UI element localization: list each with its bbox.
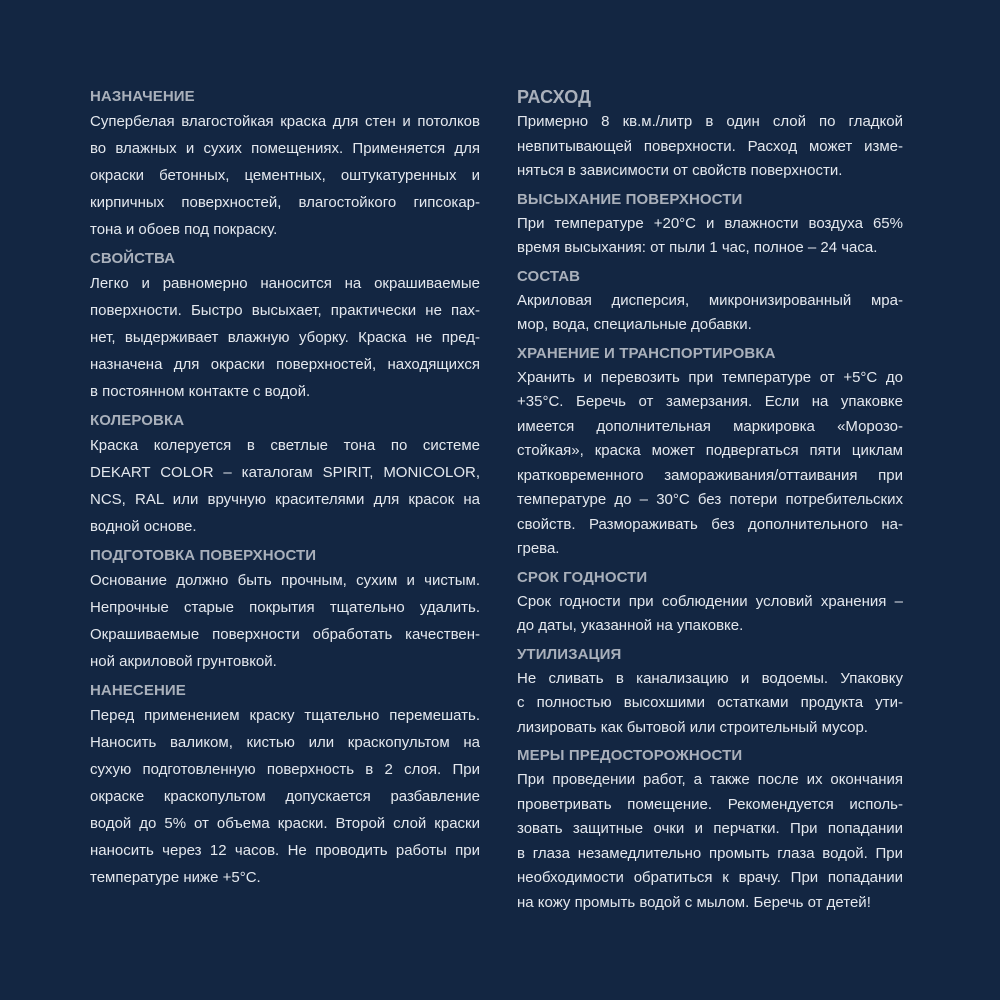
text-line: во влажных и сухих помещениях. Применяется для [90, 140, 480, 157]
text-line: с полностью высохшими остатками продукта ути- [517, 694, 903, 711]
text-line: стойкая», краска может подвергаться пяти циклам [517, 442, 903, 459]
text-line: время высыхания: от пыли 1 час, полное – 24 часа. [517, 239, 878, 256]
section-heading: СОСТАВ [517, 267, 581, 285]
text-line: ной акриловой грунтовкой. [90, 653, 277, 670]
text-line: кратковременного замораживания/оттаивания при [517, 466, 903, 484]
text-line: Краска колеруется в светлые тона по системе [90, 437, 480, 454]
section-text [517, 667, 903, 741]
section-heading: УТИЛИЗАЦИЯ [517, 645, 622, 663]
section-shelf-life [517, 566, 903, 639]
text-line: При проведении работ, а также после их окончания [517, 771, 903, 788]
text-line: Основание должно быть прочным, сухим и чистым. [90, 572, 480, 589]
text-line: При температуре +20°С и влажности воздуха 65% [517, 214, 903, 232]
text-line: +35°С. Беречь от замерзания. Если на упаковке [517, 393, 903, 410]
section-text [90, 270, 480, 405]
section-text [517, 110, 903, 184]
section-heading: ПОДГОТОВКА ПОВЕРХНОСТИ [90, 547, 317, 564]
text-line: DEKART COLOR – каталогам SPIRIT, MONICOLOR, [90, 464, 480, 481]
text-line: Непрочные старые покрытия тщательно удалить. [90, 599, 480, 616]
text-line: в глаза незамедлительно промыть глаза водой. При [517, 844, 903, 862]
text-line: Акриловая дисперсия, микронизированный мра- [517, 291, 903, 309]
text-line: назначена для окраски поверхностей, находящихся [90, 356, 480, 373]
text-line: Легко и равномерно наносится на окрашиваемые [90, 275, 480, 292]
section-heading: ВЫСЫХАНИЕ ПОВЕРХНОСТИ [517, 190, 743, 208]
text-line: окраски бетонных, цементных, оштукатуренных и [90, 167, 480, 184]
text-line: мор, вода, специальные добавки. [517, 316, 752, 333]
section-tinting [90, 410, 480, 540]
section-storage [517, 342, 903, 562]
section-text [517, 590, 903, 639]
section-text [517, 366, 903, 562]
section-heading: ХРАНЕНИЕ И ТРАНСПОРТИРОВКА [517, 344, 776, 362]
text-line: NCS, RAL или вручную красителями для красок на [90, 491, 480, 508]
section-precautions [517, 744, 903, 915]
section-text [517, 212, 903, 261]
section-composition [517, 265, 903, 338]
text-line: окраске краскопультом допускается разбавление [90, 788, 480, 805]
section-heading: СВОЙСТВА [90, 250, 176, 267]
section-text [90, 702, 480, 891]
text-line: имеется дополнительная маркировка «Морозо- [517, 417, 903, 435]
text-line: Не сливать в канализацию и водоемы. Упаковку [517, 669, 903, 687]
section-heading: СРОК ГОДНОСТИ [517, 568, 648, 586]
text-line: водой до 5% от объема краски. Второй слой краски [90, 815, 480, 832]
text-line: кирпичных поверхностей, влагостойкого гипсокар- [90, 194, 480, 211]
section-purpose [90, 86, 480, 243]
text-line: няться в зависимости от свойств поверхности. [517, 162, 843, 179]
text-line: в постоянном контакте с водой. [90, 383, 311, 400]
section-heading: МЕРЫ ПРЕДОСТОРОЖНОСТИ [517, 747, 743, 764]
text-line: Перед применением краску тщательно перемешать. [90, 707, 480, 724]
section-text [90, 567, 480, 675]
text-line: Супербелая влагостойкая краска для стен и потолков [90, 113, 480, 130]
section-text [90, 432, 480, 540]
section-heading: НАЗНАЧЕНИЕ [90, 88, 195, 105]
text-line: Срок годности при соблюдении условий хранения – [517, 592, 903, 610]
text-line: Хранить и перевозить при температуре от +5°С до [517, 368, 903, 386]
section-application [90, 680, 480, 891]
text-line: температуре ниже +5°С. [90, 869, 261, 886]
section-drying [517, 188, 903, 261]
text-line: проветривать помещение. Рекомендуется исполь- [517, 795, 903, 813]
text-line: нет, выдерживает влажную уборку. Краска не пред- [90, 329, 480, 346]
text-line: температуре до – 30°С без потери потребительских [517, 491, 903, 508]
text-line: Примерно 8 кв.м./литр в один слой по гладкой [517, 113, 903, 130]
text-line: лизировать как бытовой или строительный мусор. [517, 718, 868, 736]
section-properties [90, 248, 480, 405]
text-line: невпитывающей поверхности. Расход может изме- [517, 137, 903, 155]
text-line: поверхности. Быстро высыхает, практически не пах- [90, 302, 480, 319]
text-line: Окрашиваемые поверхности обработать качествен- [90, 626, 480, 643]
section-heading: КОЛЕРОВКА [90, 412, 185, 429]
text-line: водной основе. [90, 518, 197, 535]
right-column [517, 86, 903, 919]
left-column [90, 86, 480, 896]
text-line: до даты, указанной на упаковке. [517, 617, 744, 634]
section-text [90, 108, 480, 243]
section-surface-preparation [90, 545, 480, 675]
section-consumption [517, 86, 903, 184]
section-heading: НАНЕСЕНИЕ [90, 682, 186, 699]
text-line: Наносить валиком, кистью или краскопультом на [90, 734, 480, 751]
section-heading: РАСХОД [517, 87, 592, 107]
section-disposal [517, 643, 903, 741]
text-line: на кожу промыть водой с мылом. Беречь от детей! [517, 893, 871, 911]
section-text [517, 768, 903, 915]
text-line: наносить через 12 часов. Не проводить работы при [90, 842, 480, 859]
text-line: необходимости обратиться к врачу. При попадании [517, 869, 903, 886]
section-text [517, 289, 903, 338]
text-line: грева. [517, 540, 560, 557]
text-line: свойств. Размораживать без дополнительного на- [517, 515, 903, 533]
text-line: тона и обоев под покраску. [90, 221, 278, 238]
text-line: сухую подготовленную поверхность в 2 слоя. При [90, 761, 480, 778]
text-line: зовать защитные очки и перчатки. При попадании [517, 820, 903, 837]
